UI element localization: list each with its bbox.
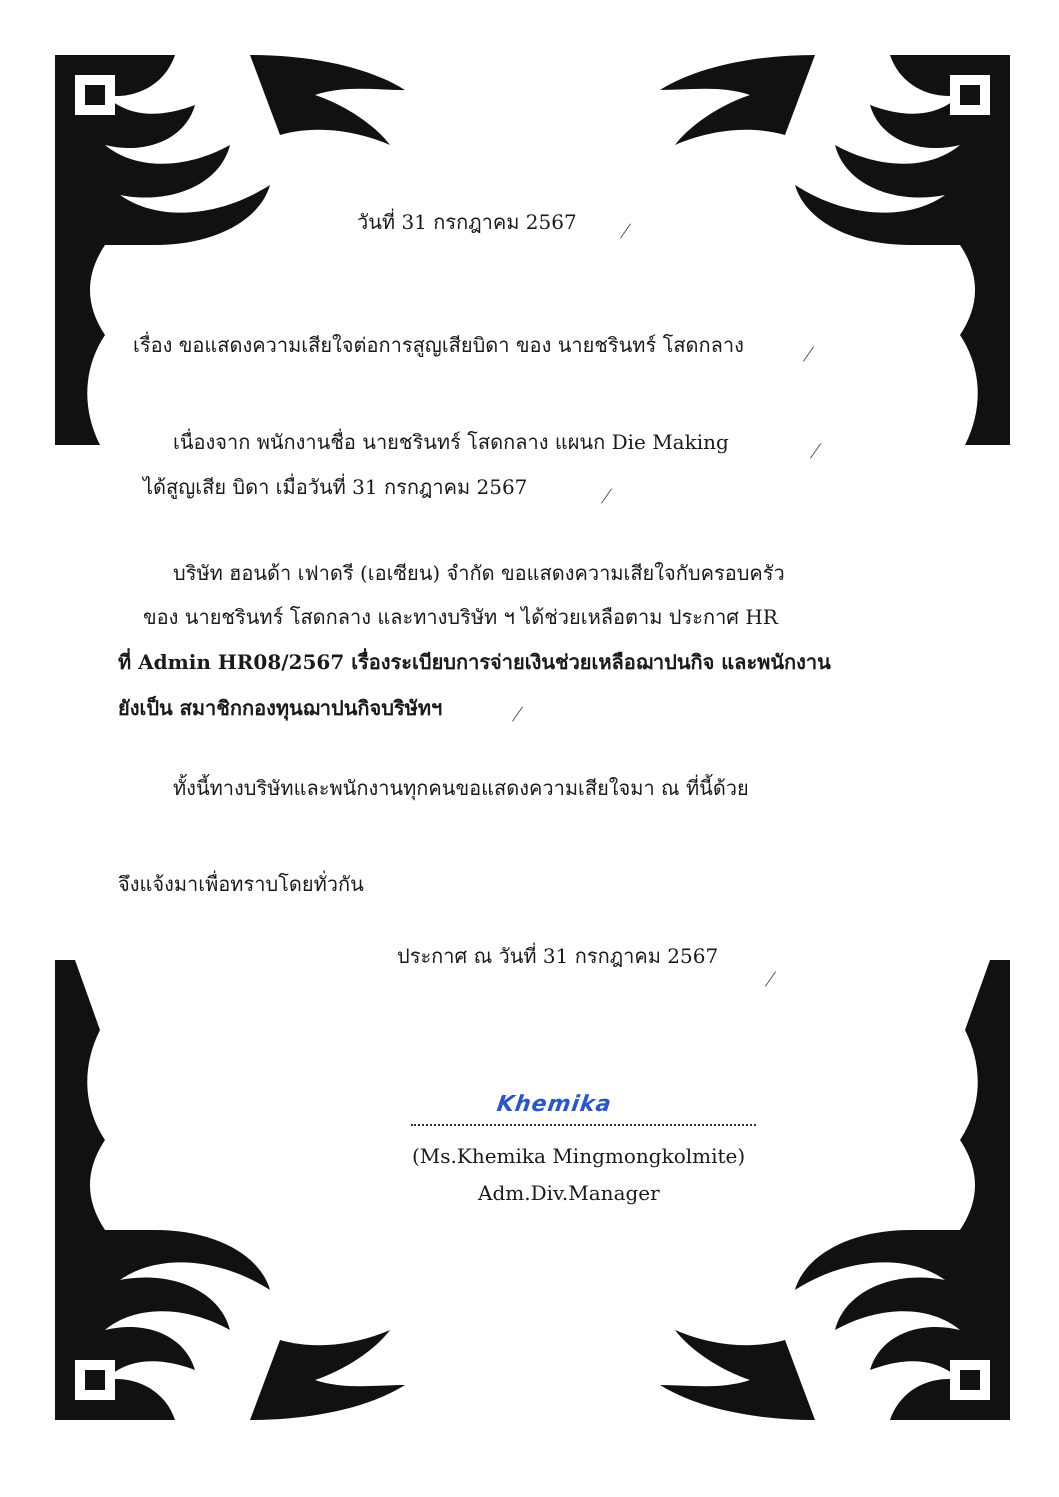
paragraph-2-line-3: ที่ Admin HR08/2567 เรื่องระเบียบการจ่ายเงินช่วยเหลือฌาปนกิจ และพนักงาน [118, 650, 831, 674]
edit-mark [512, 706, 523, 721]
corner-ornament-top [45, 45, 1020, 465]
document-subject: เรื่อง ขอแสดงความเสียใจต่อการสูญเสียบิดา ของ นายชรินทร์ โสดกลาง [133, 333, 744, 357]
document-date: วันที่ 31 กรกฎาคม 2567 [357, 210, 577, 234]
edit-mark [601, 488, 612, 503]
paragraph-1-line-1: เนื่องจาก พนักงานชื่อ นายชรินทร์ โสดกลาง แผนก Die Making [173, 430, 729, 454]
signer-name: (Ms.Khemika Mingmongkolmite) [412, 1144, 746, 1168]
signature-line [411, 1124, 756, 1126]
notice-line: จึงแจ้งมาเพื่อทราบโดยทั่วกัน [118, 872, 364, 896]
paragraph-3: ทั้งนี้ทางบริษัทและพนักงานทุกคนขอแสดงความเสียใจมา ณ ที่นี้ด้วย [173, 776, 749, 800]
paragraph-2-line-4: ยังเป็น สมาชิกกองทุนฌาปนกิจบริษัทฯ [118, 696, 443, 720]
announcement-date: ประกาศ ณ วันที่ 31 กรกฎาคม 2567 [397, 944, 719, 968]
paragraph-2-line-1: บริษัท ฮอนด้า เฟาดรี (เอเซียน) จำกัด ขอแสดงความเสียใจกับครอบครัว [173, 561, 785, 585]
handwritten-signature: Khemika [495, 1092, 614, 1117]
paragraph-2-line-2: ของ นายชรินทร์ โสดกลาง และทางบริษัท ฯ ได้ช่วยเหลือตาม ประกาศ HR [143, 605, 778, 629]
signer-title: Adm.Div.Manager [478, 1181, 660, 1205]
paragraph-1-line-2: ได้สูญเสีย บิดา เมื่อวันที่ 31 กรกฎาคม 2567 [143, 475, 528, 499]
